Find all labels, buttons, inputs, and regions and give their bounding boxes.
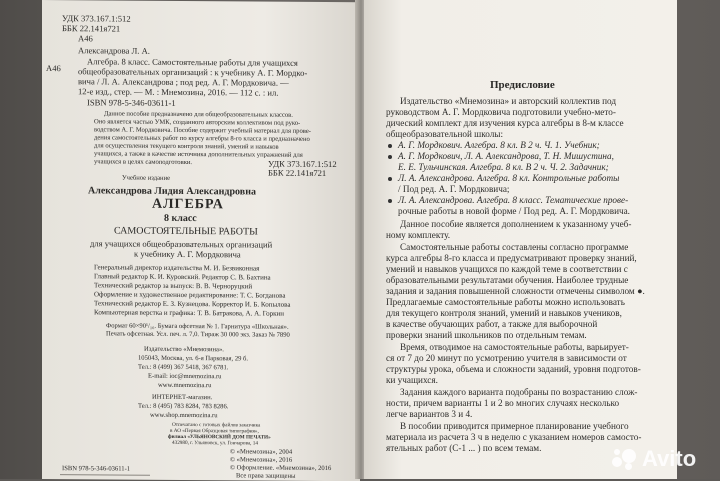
full-author: Александрова Лидия Александровна <box>88 185 256 198</box>
p2-line-6: Предлагаемые самостоятельные работы можно использовать <box>386 297 625 307</box>
annotation-line-3: водством А. Г. Мордковича. Пособие содержит учебный материал для прове- <box>94 126 311 135</box>
avito-brand-text: Avito <box>642 446 697 471</box>
annotation-line-5: для осуществления текущего контроля знаний, умений и навыков <box>94 142 279 151</box>
p4-line-3: легче вариантов 3 и 4. <box>386 409 473 419</box>
annotation-line-1: Данное пособие предназначено для общеобразовательных классов. <box>104 110 293 119</box>
list-item-3-cont: / Под ред. А. Г. Мордковича; <box>398 184 510 194</box>
p3-line-2: ся от 7 до 20 минут по усмотрению учителя в зависимости от <box>386 353 627 363</box>
intro-line-3: дический комплект для изучения курса алгебры в 8-м классе <box>386 118 624 128</box>
list-bullet <box>388 155 392 159</box>
intro-line-4: общеобразовательной школы: <box>386 129 504 139</box>
subtitle-1: для учащихся общеобразовательных организаций <box>90 238 273 250</box>
annotation-line-7: учащихся в целях самоподготовки. <box>94 158 193 167</box>
isbn-bottom: ISBN 978-5-346-03611-1 <box>62 465 131 473</box>
staff-line-5: Технический редактор Е. З. Кузнецова. Корректор И. Б. Копылова <box>94 299 291 309</box>
right-page <box>364 0 677 479</box>
intro-line-1: Издательство «Мнемозина» и авторский коллектив под <box>400 96 617 106</box>
edition-type: Учебное издание <box>122 174 171 182</box>
p2-line-2: курса алгебры 8-го класса и предусматривают проверку знаний, <box>386 253 637 263</box>
publisher-line-3: Тел.: 8 (499) 367 5418, 367 6781. <box>138 363 229 372</box>
p5-line-3: ятельных работ (С-1 ... ) по всем темам. <box>386 443 542 453</box>
udk-code-2: УДК 373.167.1:512 <box>268 158 337 170</box>
list-item-3: Л. А. Александрова. Алгебра. 8 кл. Контрольные работы <box>398 173 620 183</box>
preface-heading: Предисловие <box>490 79 555 91</box>
udk-code: УДК 373.167.1:512 <box>62 13 131 24</box>
publisher-line-1: Издательство «Мнемозина». <box>144 345 224 354</box>
p2-line-4: образовательными результатами обучения. Наиболее трудные <box>386 275 629 285</box>
publisher-line-2: 105043, Москва, ул. 6-я Парковая, 29 б. <box>138 354 249 363</box>
p4-line-2: ности, причем варианты 1 и 2 во многих случаях несколько <box>386 398 620 408</box>
desc-line-1: Алгебра. 8 класс. Самостоятельные работы для учащихся <box>87 56 298 68</box>
staff-line-4: Оформление и художественное редактирование: Т. С. Богданова <box>94 290 286 300</box>
p2-line-1: Самостоятельные работы составлены согласно программе <box>400 242 629 252</box>
staff-line-1: Генеральный директор издательства М. И. Безвиконная <box>94 263 260 273</box>
avito-watermark <box>612 446 696 472</box>
p3-line-1: Время, отводимое на самостоятельные работы, варьирует- <box>400 342 629 352</box>
desc-line-4: 12-е изд., стер. — М. : Мнемозина, 2016. — 112 с. : ил. <box>78 86 279 98</box>
book-title: АЛГЕБРА <box>152 196 224 213</box>
p3-line-3: структуры урока, объема и сложности заданий, уровня подготов- <box>386 364 641 374</box>
subtitle-2: к учебнику А. Г. Мордковича <box>134 248 241 260</box>
printer-line-1: Отпечатано с готовых файлов заказчика <box>172 421 261 429</box>
author-line: Александрова Л. А. <box>78 45 150 56</box>
p3-line-4: ки учащихся. <box>386 375 438 385</box>
desc-line-2: общеобразовательных организаций : к учебнику А. Г. Мордко- <box>78 66 308 78</box>
staff-line-2: Главный редактор К. И. Куровский. Редактор С. В. Бахтина <box>94 272 271 282</box>
copyright-line-1: © «Мнемозина», 2004 <box>230 448 293 456</box>
grade: 8 класс <box>164 212 197 225</box>
staff-line-6: Компьютерная верстка и графика: Т. В. Батракова, А. А. Горкин <box>94 308 284 318</box>
barcode-rule <box>60 474 150 476</box>
list-bullet <box>388 177 392 181</box>
annotation-line-4: дения самостоятельных работ по курсу алгебры 8-го класса и предназначено <box>94 134 310 143</box>
list-item-1: А. Г. Мордкович. Алгебра. 8 кл. В 2 ч. Ч. 1. Учебник; <box>398 140 600 150</box>
copyright-line-2: © «Мнемозина», 2016 <box>230 456 293 464</box>
intro-line-2: руководством А. Г. Мордковича подготовили учебно-мето- <box>386 107 616 117</box>
annotation-line-2: Оно является частью УМК, созданного авторским коллективом под руко- <box>94 118 301 127</box>
author-sign: А46 <box>78 33 93 44</box>
annotation-line-6: учащихся, а также в качестве источника дополнительных упражнений для <box>94 150 303 159</box>
p5-line-2: материала из расчета 3 ч в неделю с указанием номеров самосто- <box>386 432 642 442</box>
p2-line-5: задания и задания повышенной сложности отмечены символом ●. <box>386 286 645 296</box>
publisher-line-5: www.mnemozina.ru <box>158 381 212 390</box>
printer-line-3: филиал «УЛЬЯНОВСКИЙ ДОМ ПЕЧАТИ» <box>168 433 271 441</box>
list-item-4: Л. А. Александрова. Алгебра. 8 класс. Тематические прове- <box>398 195 629 205</box>
shop-line-1: ИНТЕРНЕТ-магазин. <box>152 393 213 402</box>
work-title: САМОСТОЯТЕЛЬНЫЕ РАБОТЫ <box>114 225 258 238</box>
isbn-top: ISBN 978-5-346-03611-1 <box>87 97 176 108</box>
p4-line-1: Задания каждого варианта подобраны по возрастанию слож- <box>400 387 638 397</box>
p2-line-3: умений и навыков учащихся по каждой теме в соответствии с <box>386 264 628 274</box>
print-line-1: Формат 60×90¹/₁₆. Бумага офсетная № 1. Гарнитура «Школьная». <box>106 322 289 331</box>
publisher-line-4: E-mail: ioc@mnemozina.ru <box>148 372 222 381</box>
list-bullet <box>388 144 392 148</box>
list-item-4-cont: рочные работы в новой форме / Под ред. А. Г. Мордковича. <box>398 206 630 216</box>
copyright-line-3: © Оформление. «Мнемозина», 2016 <box>230 464 332 473</box>
left-page <box>42 0 360 481</box>
shop-line-3: www.shop.mnemozina.ru <box>150 411 218 420</box>
desc-line-3: вича / Л. А. Александрова ; под ред. А. Г. Мордковича. — <box>78 76 289 88</box>
p5-line-1: В пособии приводится примерное планирование учебного <box>400 421 629 431</box>
print-line-2: Печать офсетная. Усл. печ. л. 7,0. Тираж 30 000 экз. Заказ № 7890 <box>106 330 290 339</box>
bbk-code-2: ББК 22.141я721 <box>268 167 327 178</box>
p1-line-2: ному комплекту. <box>386 230 451 240</box>
author-sign-side: А46 <box>46 63 61 74</box>
staff-line-3: Технический редактор за выпуск: В. В. Черноруцкий <box>94 281 253 291</box>
avito-logo-icon <box>612 449 638 471</box>
list-bullet <box>388 199 392 203</box>
copyright-line-4: Все права защищены <box>236 472 296 480</box>
printer-line-4: 432980, г. Ульяновск, ул. Гончарова, 14 <box>172 439 258 447</box>
list-item-2: А. Г. Мордкович, Л. А. Александрова, Т. Н. Мишустина, <box>398 151 614 161</box>
p2-line-8: в качестве обучающих работ, а также для выборочной <box>386 319 598 329</box>
bbk-code: ББК 22.141я721 <box>62 23 121 34</box>
shop-line-2: Тел.: 8 (495) 783 8284, 783 8286. <box>138 402 229 411</box>
list-item-2-cont: Е. Е. Тульчинская. Алгебра. 8 кл. В 2 ч. Ч. 2. Задачник; <box>398 162 609 172</box>
p2-line-7: для текущего контроля знаний, умений и навыков учеников, <box>386 308 622 318</box>
p1-line-1: Данное пособие является дополнением к указанному учеб- <box>400 219 632 229</box>
printer-line-2: в АО «Первая Образцовая типография», <box>170 427 259 435</box>
p2-line-9: проверки знаний школьников по отдельным темам. <box>386 330 587 340</box>
